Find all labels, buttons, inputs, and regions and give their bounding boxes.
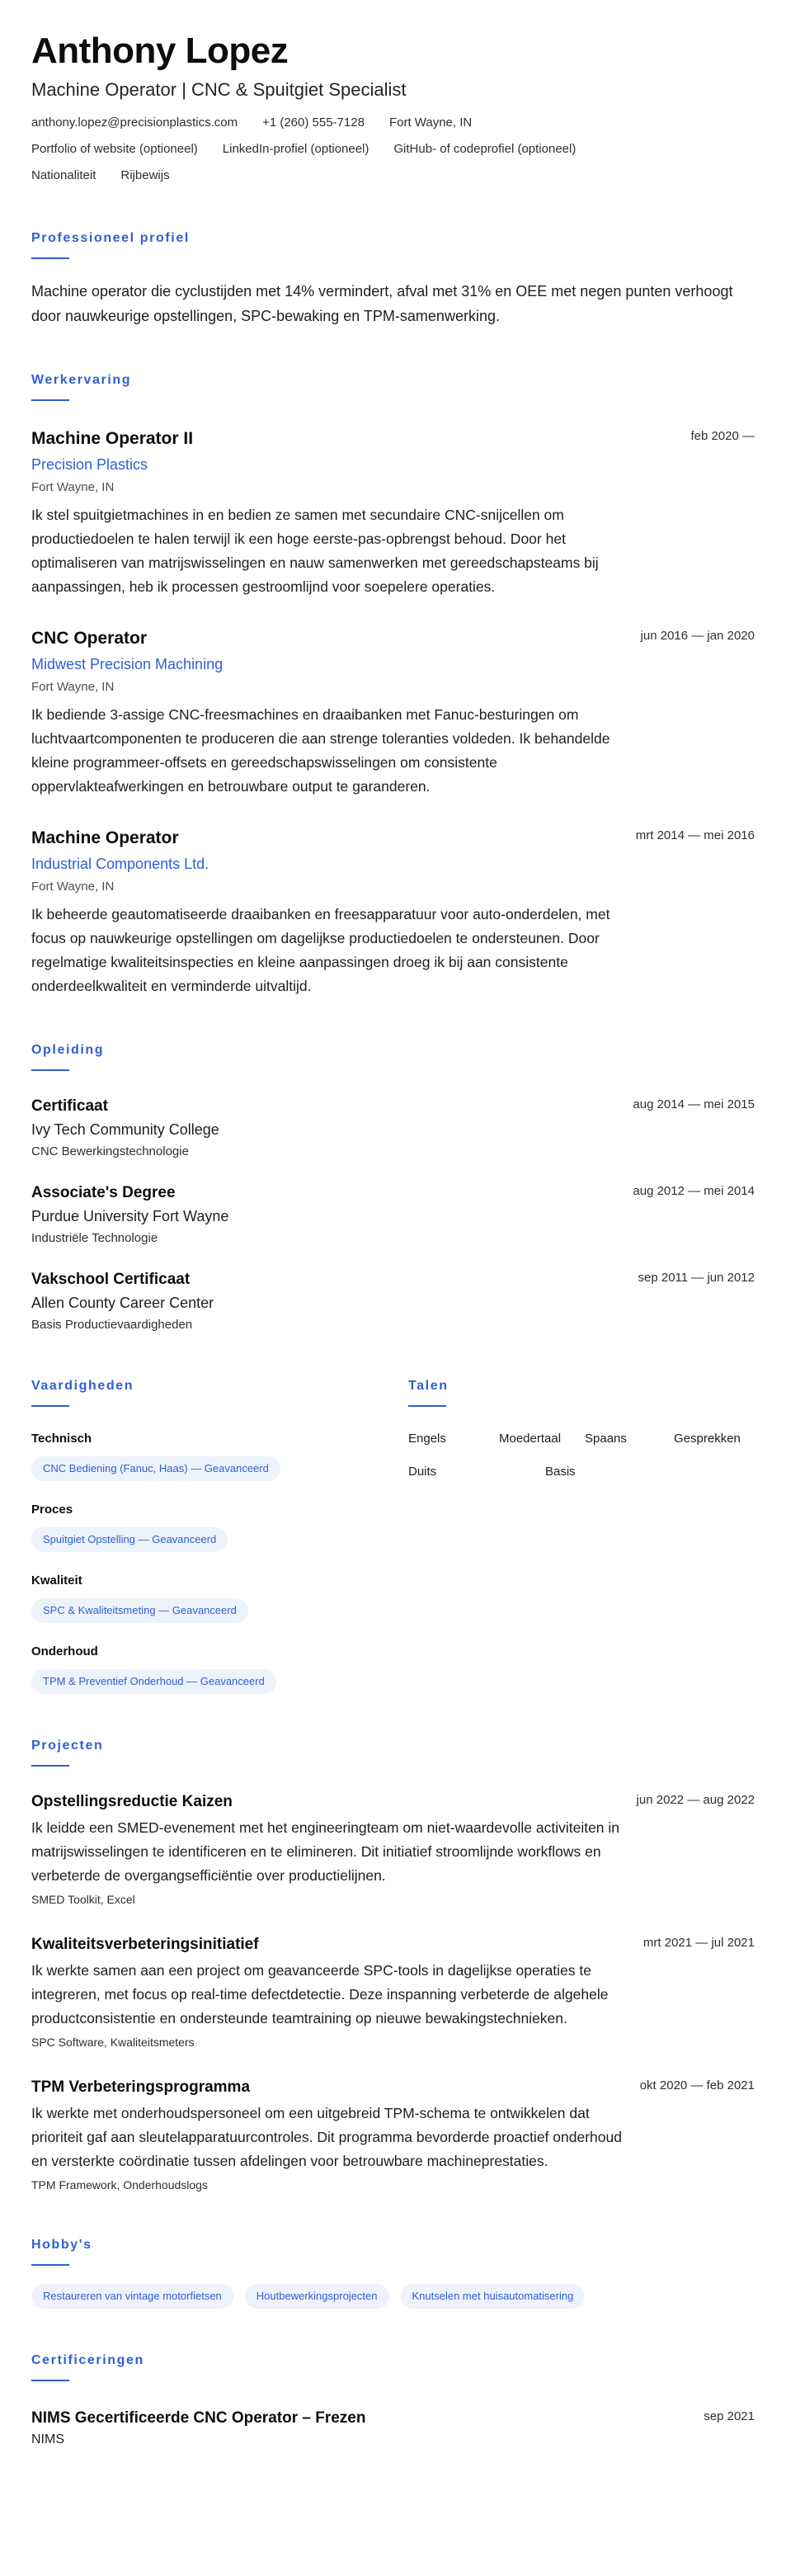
skills-languages-section: [31, 1377, 755, 1694]
profile-links: [31, 140, 755, 158]
skill-chip: TPM & Preventief Onderhoud — Geavanceerd: [31, 1669, 276, 1694]
languages-column: [408, 1377, 755, 1694]
job-list: [31, 427, 755, 998]
github-link[interactable]: GitHub- of codeprofiel (optioneel): [393, 142, 577, 156]
project-dates: okt 2020 — feb 2021: [639, 2078, 755, 2092]
candidate-headline: Machine Operator | CNC & Spuitgiet Specialist: [31, 79, 407, 100]
job-description: Ik beheerde geautomatiseerde draaibanken en freesapparatuur voor auto-onderdelen, met focus op nauwkeurige opstellingen om dagelijkse productiedoelen te ondersteunen. Door regelmatige kwaliteitsinspecties en kleine aanpassingen droeg ik bij aan consistente onderdeelkwaliteit en verminderde uitvaltijd.: [31, 906, 610, 994]
skill-groups: [31, 1430, 408, 1694]
degree-title: Certificaat: [31, 1097, 108, 1115]
job-title: CNC Operator: [31, 629, 148, 648]
section-divider: [31, 399, 69, 401]
projects-section: [31, 1737, 755, 2193]
project-list: [31, 1791, 755, 2193]
linkedin-link[interactable]: LinkedIn-profiel (optioneel): [222, 142, 369, 156]
job-location: Fort Wayne, IN: [31, 680, 115, 694]
job-location: Fort Wayne, IN: [31, 880, 115, 894]
job-description: Ik bediende 3-assige CNC-freesmachines en draaibanken met Fanuc-besturingen om luchtvaartcomponenten te produceren die aan strenge toleranties voldeden. Ik behandelde kleine programmeer-offsets en gereedschapswisselingen om consistente oppervlakteafwerkingen en betrouwbare output te garanderen.: [31, 706, 610, 795]
job-dates: feb 2020 —: [690, 429, 755, 443]
project-title: Opstellingsreductie Kaizen: [31, 1793, 233, 1810]
certifications-section: [31, 2352, 755, 2449]
project-description: Ik werkte samen aan een project om geavanceerde SPC-tools in dagelijkse operaties te integreren, met focus op real-time defectdetectie. Deze inspanning verbeterde de algehele productconsistentie en ondersteunde teamtraining op nieuwe bewakingstechnieken.: [31, 1962, 609, 2026]
section-divider: [31, 2380, 69, 2381]
education-dates: aug 2014 — mei 2015: [633, 1097, 755, 1111]
skill-category: Proces: [31, 1503, 73, 1517]
skills-column: [31, 1377, 408, 1694]
project-title: Kwaliteitsverbeteringsinitiatief: [31, 1936, 259, 1953]
skill-group: [31, 1572, 408, 1623]
section-divider: [31, 1069, 69, 1071]
nationality: Nationaliteit: [31, 168, 96, 182]
hobbies-section: [31, 2236, 755, 2309]
hobby-chip: Houtbewerkingsprojecten: [245, 2284, 389, 2309]
section-divider: [31, 2264, 69, 2266]
project-entry: [31, 1934, 755, 2050]
personal-details: [31, 167, 755, 185]
job-title: Machine Operator II: [31, 429, 194, 448]
certification-title: NIMS Gecertificeerde CNC Operator – Frezen: [31, 2409, 366, 2427]
hobby-chip: Restaureren van vintage motorfietsen: [31, 2284, 233, 2309]
skill-category: Kwaliteit: [31, 1573, 82, 1588]
section-heading: Certificeringen: [31, 2353, 144, 2367]
section-heading: Talen: [408, 1379, 449, 1393]
project-dates: mrt 2021 — jul 2021: [642, 1936, 755, 1950]
portfolio-link[interactable]: Portfolio of website (optioneel): [31, 142, 198, 156]
company-name: Midwest Precision Machining: [31, 656, 224, 672]
project-tools: SPC Software, Kwaliteitsmeters: [31, 2036, 195, 2049]
skill-category: Onderhoud: [31, 1644, 98, 1658]
section-divider: [31, 1765, 69, 1767]
degree-title: Associate's Degree: [31, 1184, 176, 1201]
candidate-name: Anthony Lopez: [31, 31, 289, 71]
project-entry: [31, 1791, 755, 1908]
email[interactable]: anthony.lopez@precisionplastics.com: [31, 116, 238, 130]
skill-group: [31, 1501, 408, 1552]
job-description: Ik stel spuitgietmachines in en bedien ze samen met secundaire CNC-snijcellen om productiedoelen te halen terwijl ik een hoge eerste-pas-opbrengst behoud. Door het optimaliseren van matrijswisselingen en nauw samenwerken met gereedschapsteams bij aanpassingen, heb ik processen gestroomlijnd voor soepelere operaties.: [31, 507, 599, 595]
hobby-list: [31, 2284, 755, 2309]
education-entry: [31, 1269, 755, 1334]
language-level: Basis: [545, 1465, 576, 1479]
section-heading: Opleiding: [31, 1043, 105, 1057]
drivers-license: Rijbewijs: [120, 168, 170, 182]
job-dates: mrt 2014 — mei 2016: [635, 828, 755, 842]
profile-summary: Machine operator die cyclustijden met 14% vermindert, afval met 31% en OEE met negen punten verhoogt door nauwkeurige opstellingen, SPC-bewaking en TPM-samenwerking.: [31, 283, 733, 324]
contact-info: [31, 114, 755, 132]
education-list: [31, 1096, 755, 1334]
section-heading: Projecten: [31, 1739, 104, 1753]
project-description: Ik werkte met onderhoudspersoneel om een uitgebreid TPM-schema te ontwikkelen dat prioriteit gaf aan sleutelapparatuurcontroles. Dit programma bevorderde proactief onderhoud en versterkte coördinatie tussen afdelingen voor betrouwbare machineprestaties.: [31, 2105, 622, 2169]
phone[interactable]: +1 (260) 555-7128: [262, 116, 365, 130]
company-name: Industrial Components Ltd.: [31, 856, 209, 872]
resume-header: [31, 30, 755, 185]
section-divider: [408, 1405, 446, 1407]
education-dates: sep 2011 — jun 2012: [638, 1271, 755, 1285]
project-dates: jun 2022 — aug 2022: [636, 1793, 755, 1807]
project-title: TPM Verbeteringsprogramma: [31, 2078, 251, 2096]
hobby-chip: Knutselen met huisautomatisering: [401, 2284, 586, 2309]
education-entry: [31, 1096, 755, 1161]
project-entry: [31, 2077, 755, 2193]
certification-entry: [31, 2408, 755, 2449]
section-heading: Professioneel profiel: [31, 231, 190, 245]
certification-issuer: NIMS: [31, 2432, 64, 2446]
language-list: [408, 1430, 755, 1481]
section-heading: Vaardigheden: [31, 1379, 134, 1393]
education-dates: aug 2012 — mei 2014: [633, 1184, 755, 1198]
field-of-study: Industriële Technologie: [31, 1231, 158, 1245]
section-divider: [31, 1405, 69, 1407]
field-of-study: Basis Productievaardigheden: [31, 1318, 193, 1332]
language-name: Spaans: [585, 1432, 627, 1446]
school-name: Allen County Career Center: [31, 1295, 214, 1311]
profile-section: [31, 229, 755, 328]
job-title: Machine Operator: [31, 828, 179, 847]
degree-title: Vakschool Certificaat: [31, 1271, 191, 1288]
job-entry: [31, 427, 755, 599]
education-section: [31, 1041, 755, 1334]
skill-chip: CNC Bediening (Fanuc, Haas) — Geavanceerd: [31, 1456, 280, 1481]
section-divider: [31, 257, 69, 259]
language-level: Moedertaal: [499, 1432, 562, 1446]
job-entry: [31, 827, 755, 998]
project-tools: SMED Toolkit, Excel: [31, 1893, 135, 1906]
school-name: Ivy Tech Community College: [31, 1121, 219, 1138]
language-name: Engels: [408, 1432, 446, 1446]
job-dates: jun 2016 — jan 2020: [640, 629, 755, 643]
language-level: Gesprekken: [674, 1432, 741, 1446]
skill-category: Technisch: [31, 1432, 92, 1446]
project-tools: TPM Framework, Onderhoudslogs: [31, 2178, 208, 2191]
experience-section: [31, 371, 755, 998]
job-entry: [31, 627, 755, 799]
company-name: Precision Plastics: [31, 456, 148, 473]
school-name: Purdue University Fort Wayne: [31, 1208, 229, 1224]
skill-chip: SPC & Kwaliteitsmeting — Geavanceerd: [31, 1598, 248, 1623]
certification-date: sep 2021: [704, 2409, 755, 2423]
skill-chip: Spuitgiet Opstelling — Geavanceerd: [31, 1527, 228, 1552]
language-name: Duits: [408, 1465, 437, 1479]
skill-group: [31, 1430, 408, 1481]
project-description: Ik leidde een SMED-evenement met het engineeringteam om niet-waardevolle activiteiten in matrijswisselingen te identificeren en te elimineren. Dit initiatief stroomlijnde workflows en verbeterde de overgangsefficiëntie over productielijnen.: [31, 1819, 620, 1884]
skill-group: [31, 1643, 408, 1694]
education-entry: [31, 1182, 755, 1248]
location: Fort Wayne, IN: [388, 116, 473, 130]
section-heading: Hobby's: [31, 2238, 92, 2252]
job-location: Fort Wayne, IN: [31, 480, 115, 494]
section-heading: Werkervaring: [31, 373, 132, 387]
field-of-study: CNC Bewerkingstechnologie: [31, 1144, 189, 1158]
